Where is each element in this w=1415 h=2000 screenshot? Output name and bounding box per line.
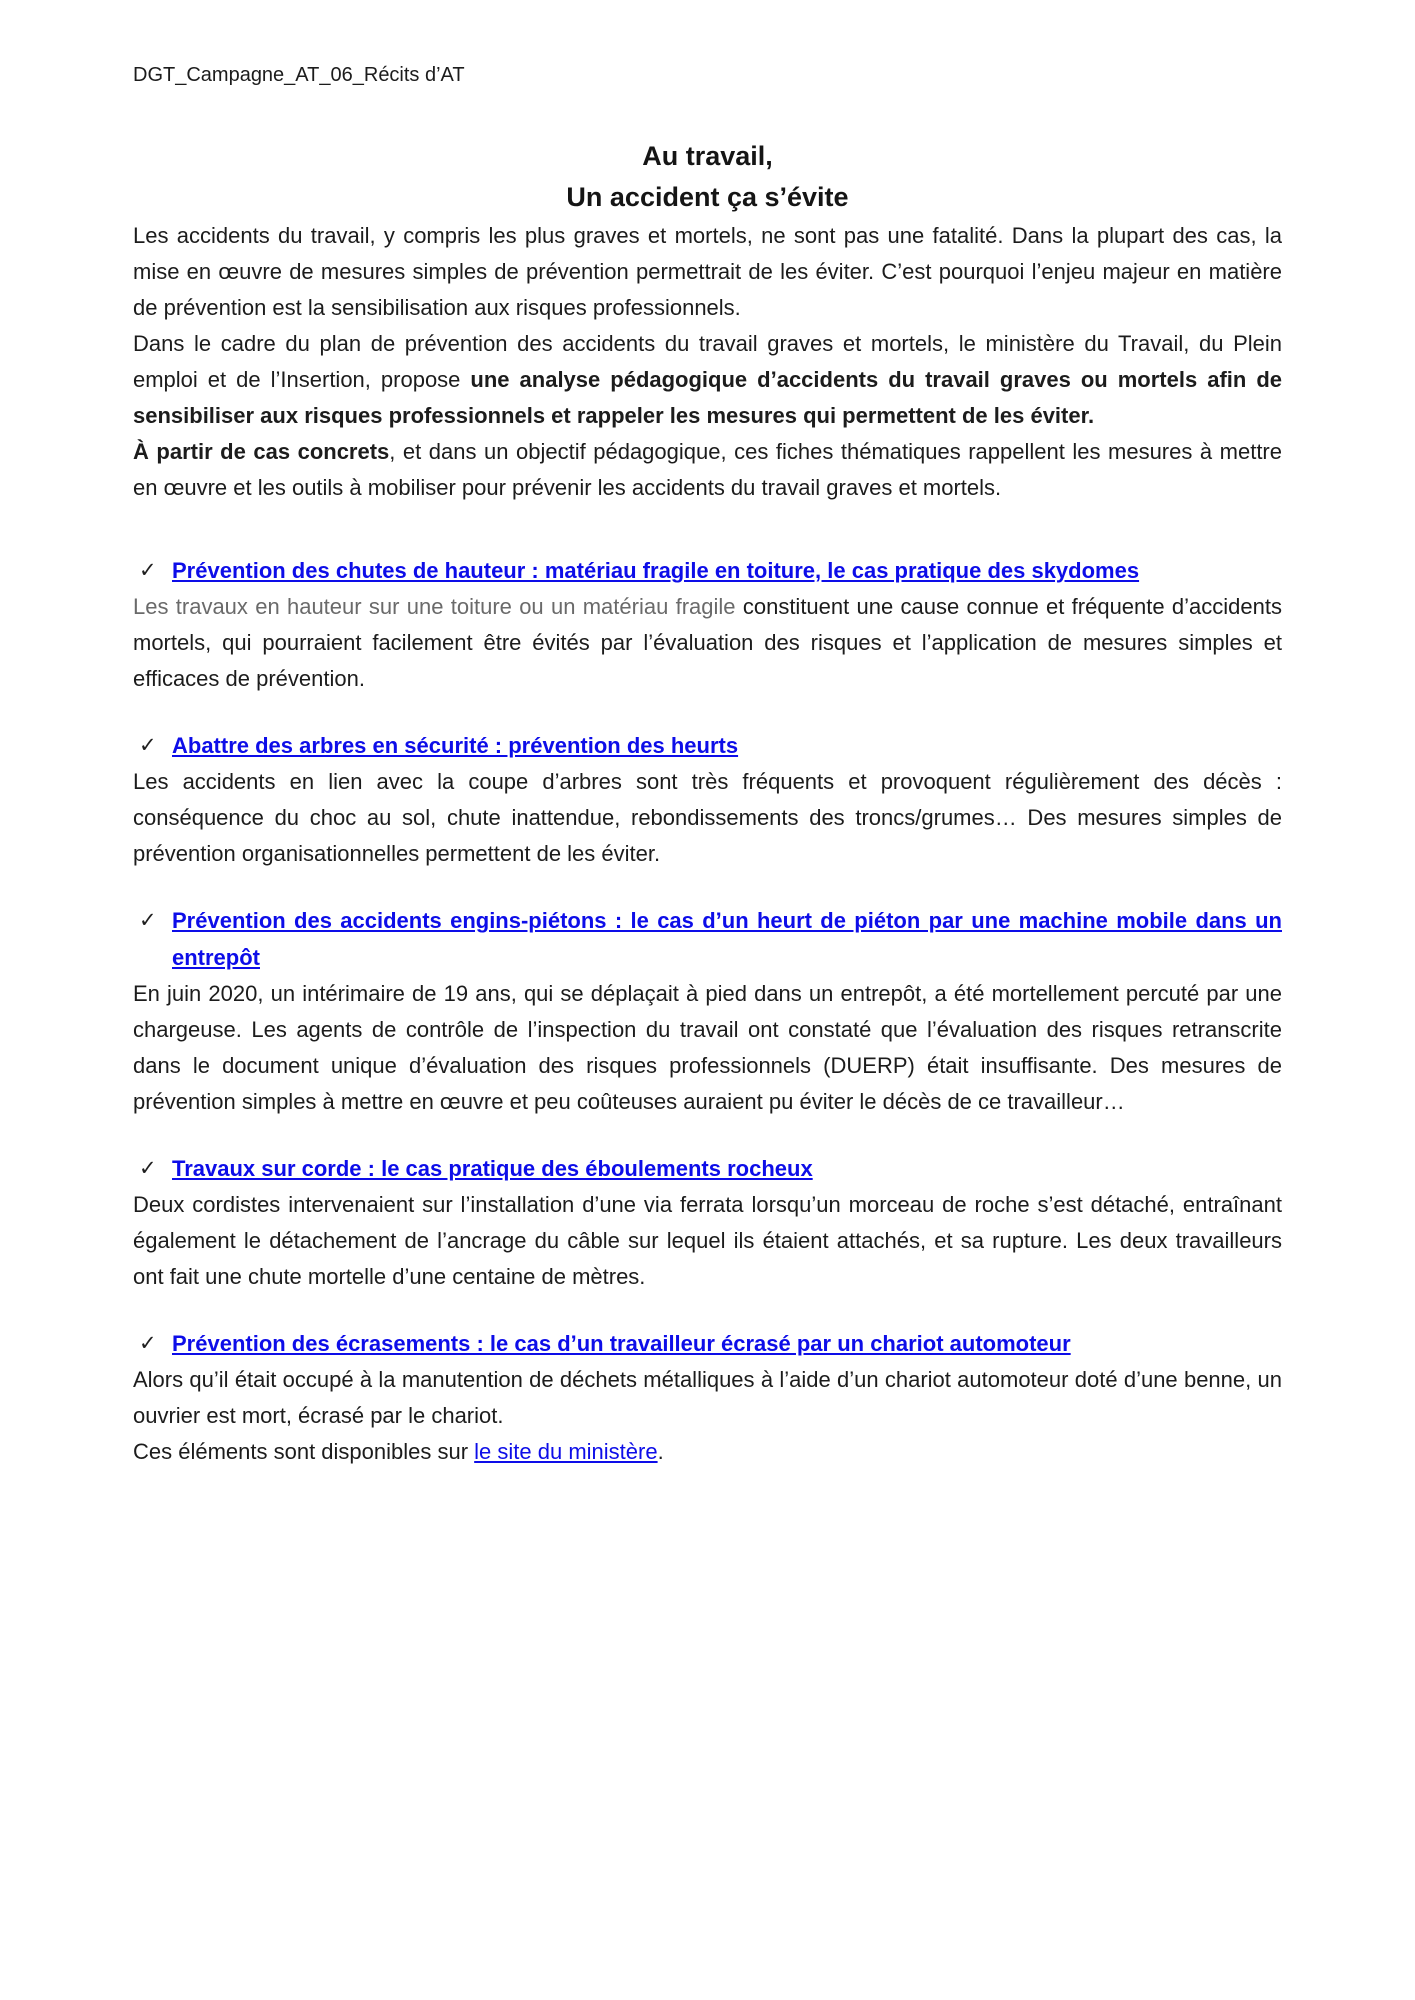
intro-paragraph-1-text: Les accidents du travail, y compris les plus graves et mortels, ne sont pas une fatalité. Dans la plupart des cas, la mise en œuvre de mesures simples de prévention permettrait de les éviter. C’est pourquoi l’enjeu majeur en matière de prévention est la sensibilisation aux risques professionnels. <box>133 223 1282 320</box>
section-link-ecrasements[interactable]: Prévention des écrasements : le cas d’un travailleur écrasé par un chariot automoteur <box>172 1331 1071 1356</box>
section-body-text: Alors qu’il était occupé à la manutention de déchets métalliques à l’aide d’un chariot automoteur doté d’une benne, un ouvrier est mort, écrasé par le chariot. <box>133 1367 1282 1428</box>
section-item-abattre-arbres <box>133 727 1282 872</box>
section-link-abattre-arbres[interactable]: Abattre des arbres en sécurité : prévention des heurts <box>172 733 739 758</box>
section-body-text: Deux cordistes intervenaient sur l’installation d’une via ferrata lorsqu’un morceau de roche s’est détaché, entraînant également le détachement de l’ancrage du câble sur lequel ils étaient attachés, et sa rupture. Les deux travailleurs ont fait une chute mortelle d’une centaine de mètres. <box>133 1192 1282 1289</box>
section-body <box>133 764 1282 872</box>
document-filename: DGT_Campagne_AT_06_Récits d’AT <box>133 64 465 86</box>
section-title-row <box>133 902 1282 976</box>
document-title-line2: Un accident ça s’évite <box>566 182 849 212</box>
document-title <box>133 136 1282 218</box>
section-title-row <box>133 1325 1282 1362</box>
checkmark-icon: ✓ <box>139 1157 157 1180</box>
intro-paragraph-1 <box>133 218 1282 326</box>
section-link-travaux-corde[interactable]: Travaux sur corde : le cas pratique des éboulements rocheux <box>172 1156 813 1181</box>
document-title-line1: Au travail, <box>642 141 773 171</box>
intro-paragraph-3-bold: À partir de cas concrets <box>133 439 390 464</box>
section-title-row <box>133 552 1282 589</box>
intro-paragraph-2-normal: Dans le cadre du plan de prévention des accidents du travail graves et mortels, le ministère du Travail, du Plein emploi et de l’Insertion, propose <box>133 331 1282 392</box>
section-link-chutes-de-hauteur[interactable]: Prévention des chutes de hauteur : matériau fragile en toiture, le cas pratique des skydomes <box>172 558 1140 583</box>
section-body-muted-lead: Les travaux en hauteur sur une toiture ou un matériau fragile <box>133 594 743 619</box>
section-item-ecrasements <box>133 1325 1282 1434</box>
section-item-skydomes <box>133 552 1282 697</box>
section-item-travaux-corde <box>133 1150 1282 1295</box>
checkmark-icon: ✓ <box>139 559 157 582</box>
closing-sentence <box>133 1434 1282 1470</box>
checkmark-icon: ✓ <box>139 734 157 757</box>
section-item-engins-pietons <box>133 902 1282 1120</box>
checkmark-icon: ✓ <box>139 909 157 932</box>
section-body <box>133 1362 1282 1434</box>
ministry-site-link[interactable]: le site du ministère <box>474 1439 658 1464</box>
intro-paragraph-3 <box>133 434 1282 506</box>
intro-paragraph-2 <box>133 326 1282 434</box>
section-body-text: Les accidents en lien avec la coupe d’arbres sont très fréquents et provoquent régulièrement des décès : conséquence du choc au sol, chute inattendue, rebondissements des troncs/grumes… Des mesures simples de prévention organisationnelles permettent de les éviter. <box>133 769 1282 866</box>
section-body <box>133 589 1282 697</box>
section-title-row <box>133 727 1282 764</box>
intro-paragraph-3-normal: , et dans un objectif pédagogique, ces fiches thématiques rappellent les mesures à mettre en œuvre et les outils à mobiliser pour prévenir les accidents du travail graves et mortels. <box>133 439 1282 500</box>
sections-list <box>133 552 1282 1434</box>
closing-text: Ces éléments sont disponibles sur <box>133 1439 475 1464</box>
section-title-row <box>133 1150 1282 1187</box>
checkmark-icon: ✓ <box>139 1332 157 1355</box>
section-link-engins-pietons[interactable]: Prévention des accidents engins-piétons : le cas d’un heurt de piéton par une machine mobile dans un entrepôt <box>172 908 1282 970</box>
closing-period: . <box>657 1439 664 1464</box>
intro-paragraph-2-bold: une analyse pédagogique d’accidents du travail graves ou mortels afin de sensibiliser aux risques professionnels et rappeler les mesures qui permettent de les éviter. <box>133 367 1282 428</box>
section-body-text: constituent une cause connue et fréquente d’accidents mortels, qui pourraient facilement être évités par l’évaluation des risques et l’application de mesures simples et efficaces de prévention. <box>133 594 1282 691</box>
section-body <box>133 1187 1282 1295</box>
section-body-text: En juin 2020, un intérimaire de 19 ans, qui se déplaçait à pied dans un entrepôt, a été mortellement percuté par une chargeuse. Les agents de contrôle de l’inspection du travail ont constaté que l’évaluation des risques retranscrite dans le document unique d’évaluation des risques professionnels (DUERP) était insuffisante. Des mesures de prévention simples à mettre en œuvre et peu coûteuses auraient pu éviter le décès de ce travailleur… <box>133 981 1282 1114</box>
section-body <box>133 976 1282 1120</box>
